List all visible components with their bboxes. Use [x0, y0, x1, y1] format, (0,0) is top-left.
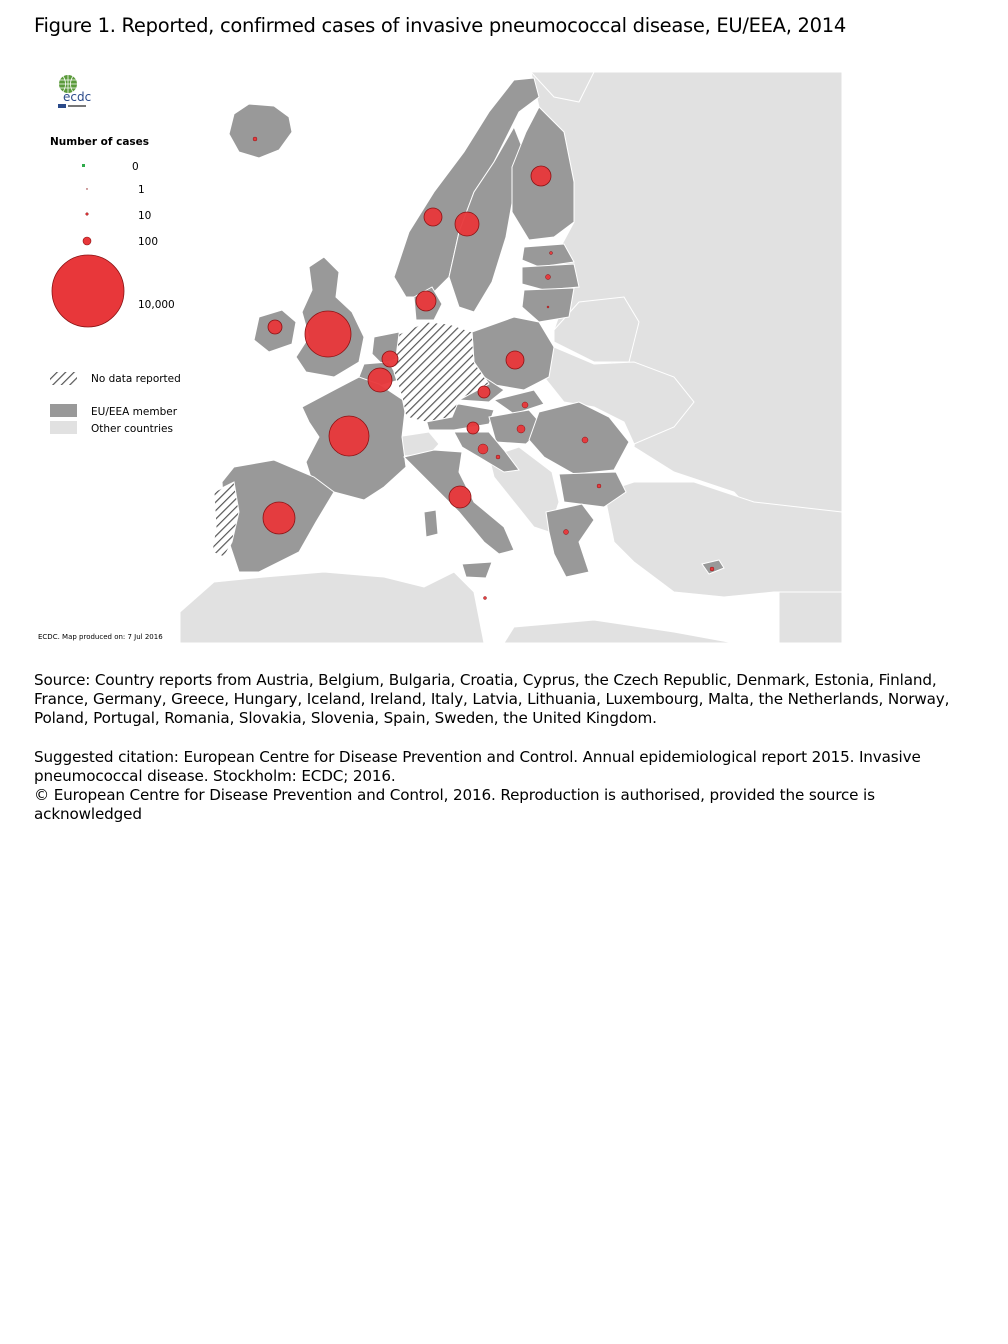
legend-label-10: 10 [138, 210, 152, 222]
country-estonia [522, 244, 574, 267]
bubble-latvia [546, 275, 551, 280]
legend-other-swatch [50, 421, 77, 434]
source-note [34, 671, 964, 728]
bubble-slovakia [522, 402, 528, 408]
logo-text: ecdc [63, 90, 92, 104]
bubble-belgium [382, 351, 398, 367]
legend-bubble-10000 [52, 255, 124, 327]
legend-label-100: 100 [138, 236, 159, 248]
bubble-bulgaria [597, 484, 601, 488]
bubble-greece [564, 530, 569, 535]
legend-no-data-swatch [50, 372, 77, 385]
legend-panel [34, 72, 180, 643]
legend-no-data: No data reported [91, 373, 181, 385]
bubble-czech [478, 386, 490, 398]
europe-map [34, 72, 842, 643]
legend-member: EU/EEA member [91, 406, 178, 418]
bubble-spain [263, 502, 295, 534]
bubble-slovenia [478, 444, 488, 454]
source-text: Source: Country reports from Austria, Belgium, Bulgaria, Croatia, Cyprus, the Czech Republic, Denmark, Estonia, Finland, France, Germany, Greece, Hungary, Iceland, Ireland, Italy, Latvia, Lithuania, Luxembourg, Malta, the Netherlands, Norway, Poland, Portugal, Romania, Slovakia, Slovenia, Spain, Sweden, the United Kingdom. [34, 671, 950, 727]
bubble-ireland [268, 320, 282, 334]
bubble-norway [424, 208, 442, 226]
bubble-malta [484, 597, 487, 600]
bubble-sweden [455, 212, 479, 236]
legend-bubble-100 [83, 237, 91, 245]
legend-title: Number of cases [50, 136, 150, 148]
legend-label-0: 0 [132, 161, 139, 173]
legend-zero-marker [82, 164, 85, 167]
bubble-austria [467, 422, 479, 434]
bubble-estonia [550, 252, 553, 255]
bubble-romania [582, 437, 588, 443]
citation-line-2: © European Centre for Disease Prevention and Control, 2016. Reproduction is authorised, provided the source is acknowledged [34, 786, 875, 823]
bubble-italy [449, 486, 471, 508]
bubble-netherlands [368, 368, 392, 392]
bubble-denmark [416, 291, 436, 311]
bubble-uk [305, 311, 351, 357]
citation-note [34, 748, 964, 824]
citation-line-1: Suggested citation: European Centre for Disease Prevention and Control. Annual epidemiological report 2015. Invasive pneumococcal disease. Stockholm: ECDC; 2016. [34, 748, 921, 785]
bubble-croatia [496, 455, 500, 459]
bubble-cyprus [710, 567, 714, 571]
map-credit: ECDC. Map produced on: 7 Jul 2016 [38, 633, 163, 641]
legend-other: Other countries [91, 423, 173, 435]
legend-bubble-10 [86, 213, 89, 216]
map-svg [34, 72, 842, 643]
country-sardinia [424, 510, 438, 537]
bubble-iceland [253, 137, 257, 141]
bubble-finland [531, 166, 551, 186]
bubble-france [329, 416, 369, 456]
legend-label-1: 1 [138, 184, 145, 196]
bubble-poland [506, 351, 524, 369]
legend-label-10000: 10,000 [138, 299, 175, 311]
bubble-lithuania [547, 306, 549, 308]
legend-bubble-1 [86, 188, 87, 189]
legend-member-swatch [50, 404, 77, 417]
figure-title: Figure 1. Reported, confirmed cases of invasive pneumococcal disease, EU/EEA, 2014 [34, 14, 846, 37]
bubble-hungary [517, 425, 525, 433]
